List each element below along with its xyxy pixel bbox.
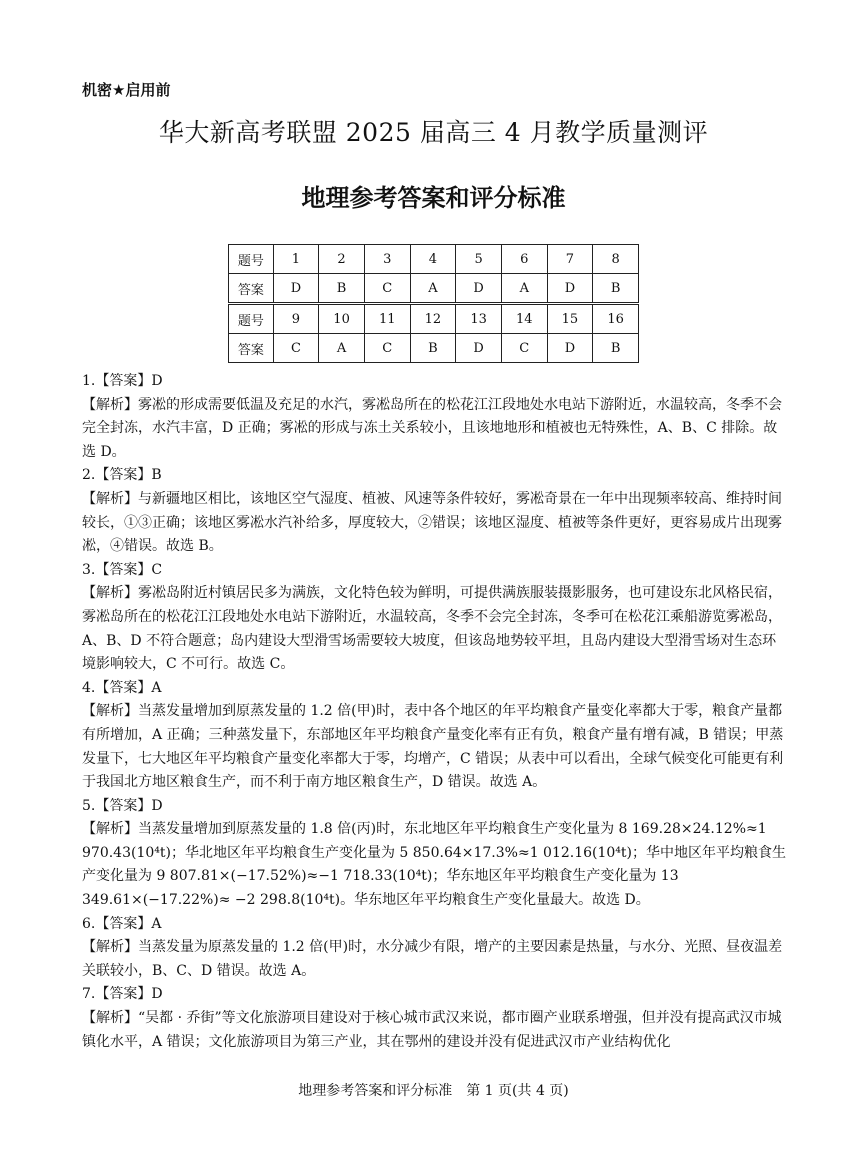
- table-cell: 14: [501, 304, 547, 334]
- row-label: 题号: [229, 304, 274, 334]
- table-cell: C: [501, 334, 547, 363]
- table-row: [229, 304, 639, 334]
- table-cell: D: [547, 334, 593, 363]
- table-cell: 11: [364, 304, 410, 334]
- table-cell: 10: [319, 304, 365, 334]
- explanation-1: 【解析】雾凇的形成需要低温及充足的水汽，雾凇岛所在的松花江江段地处水电站下游附近，水温较高，冬季不会完全封冻，水汽丰富，D 正确；雾凇的形成与冻土关系较小，且该地地形和植被也无特殊性，A、B、C 排除。故选 D。: [82, 396, 782, 460]
- table-cell: C: [273, 334, 319, 363]
- table-cell: A: [319, 334, 365, 363]
- question-answer-1: 1.【答案】D: [82, 373, 163, 389]
- table-cell: C: [364, 274, 410, 304]
- table-cell: B: [410, 334, 456, 363]
- row-label: 答案: [229, 274, 274, 304]
- table-cell: 7: [547, 245, 593, 274]
- question-answer-3: 3.【答案】C: [82, 561, 163, 578]
- explanation-7: 【解析】“吴都 · 乔街”等文化旅游项目建设对于核心城市武汉来说，都市圈产业联系增强，但并没有提高武汉市城镇化水平，A 错误；文化旅游项目为第三产业，其在鄂州的建设并没有促进武汉市产业结构优化: [82, 1010, 782, 1050]
- question-answer-6: 6.【答案】A: [82, 915, 162, 932]
- table-cell: A: [410, 274, 456, 304]
- explanation-6: 【解析】当蒸发量为原蒸发量的 1.2 倍(甲)时，水分减少有限，增产的主要因素是热量，与水分、光照、昼夜温差关联较小，B、C、D 错误。故选 A。: [82, 939, 783, 979]
- table-cell: 1: [273, 245, 319, 274]
- table-cell: D: [456, 334, 502, 363]
- question-answer-7: 7.【答案】D: [82, 986, 163, 1003]
- table-cell: 2: [319, 245, 365, 274]
- question-answer-2: 2.【答案】B: [82, 467, 162, 484]
- table-cell: A: [501, 274, 547, 304]
- explanation-4: 【解析】当蒸发量增加到原蒸发量的 1.2 倍(甲)时，表中各个地区的年平均粮食产量变化率都大于零，粮食产量都有所增加，A 正确；三种蒸发量下，东部地区年平均粮食产量变化率有正有负，粮食产量有增有减，B 错误；甲蒸发量下，七大地区年平均粮食产量变化率都大于零，均增产，C 错误；从表中可以看出，全球气候变化可能更有利于我国北方地区粮食生产，而不利于南方地区粮食生产，D 错误。故选 A。: [82, 703, 784, 791]
- table-cell: 12: [410, 304, 456, 334]
- table-cell: D: [273, 274, 319, 304]
- document-subtitle: 地理参考答案和评分标准: [301, 184, 566, 212]
- explanation-3: 【解析】雾凇岛附近村镇居民多为满族，文化特色较为鲜明，可提供满族服装摄影服务，也可建设东北风格民宿，雾凇岛所在的松花江江段地处水电站下游附近，水温较高，冬季不会完全封冻，冬季可在松花江乘船游览雾凇岛，A、B、D 不符合题意；岛内建设大型滑雪场需要较大坡度，但该岛地势较平坦，且岛内建设大型滑雪场对生态环境影响较大，C 不可行。故选 C。: [82, 585, 782, 673]
- table-cell: C: [364, 334, 410, 363]
- table-cell: 13: [456, 304, 502, 334]
- table-cell: 16: [593, 304, 639, 334]
- table-cell: D: [547, 274, 593, 304]
- explanation-2: 【解析】与新疆地区相比，该地区空气湿度、植被、风速等条件较好，雾凇奇景在一年中出现频率较高、维持时间较长，①③正确；该地区雾凇水汽补给多，厚度较大，②错误；该地区湿度、植被等条件更好，更容易成片出现雾凇，④错误。故选 B。: [82, 490, 782, 555]
- table-cell: D: [456, 274, 502, 304]
- table-cell: B: [593, 334, 639, 363]
- table-cell: 6: [501, 245, 547, 274]
- table-row: [229, 245, 639, 274]
- table-cell: 9: [273, 304, 319, 334]
- question-answer-4: 4.【答案】A: [82, 679, 162, 696]
- table-cell: B: [319, 274, 365, 304]
- page-footer: 地理参考答案和评分标准 第 1 页(共 4 页): [298, 1083, 569, 1099]
- table-cell: 4: [410, 245, 456, 274]
- confidential-label: 机密★启用前: [82, 81, 171, 99]
- table-cell: B: [593, 274, 639, 304]
- question-answer-5: 5.【答案】D: [82, 797, 163, 814]
- row-label: 题号: [229, 245, 274, 274]
- table-cell: 8: [593, 245, 639, 274]
- table-cell: 5: [456, 245, 502, 274]
- table-row: [229, 274, 639, 304]
- exam-title: 华大新高考联盟 2025 届高三 4 月教学质量测评: [158, 118, 709, 147]
- table-row: [229, 334, 639, 363]
- explanation-5: 【解析】当蒸发量增加到原蒸发量的 1.8 倍(丙)时，东北地区年平均粮食生产变化量为 8 169.28×24.12%≈1 970.43(10⁴t)；华北地区年平均粮食生产变化量为 5 850.64×17.3%≈1 012.16(10⁴t)；华中地区年平均粮食生产变化量为 9 807.81×(−17.52%)≈−1 718.33(10⁴t)；华东地区年平均粮食生产变化量为 13 349.61×(−17.22%)≈ −2 298.8(10⁴t)。华东地区年平均粮食生产变化量最大。故选 D。: [82, 821, 787, 909]
- answer-table: [228, 244, 639, 363]
- answer-explanations: [82, 370, 788, 1054]
- table-cell: 3: [364, 245, 410, 274]
- table-cell: 15: [547, 304, 593, 334]
- row-label: 答案: [229, 334, 274, 363]
